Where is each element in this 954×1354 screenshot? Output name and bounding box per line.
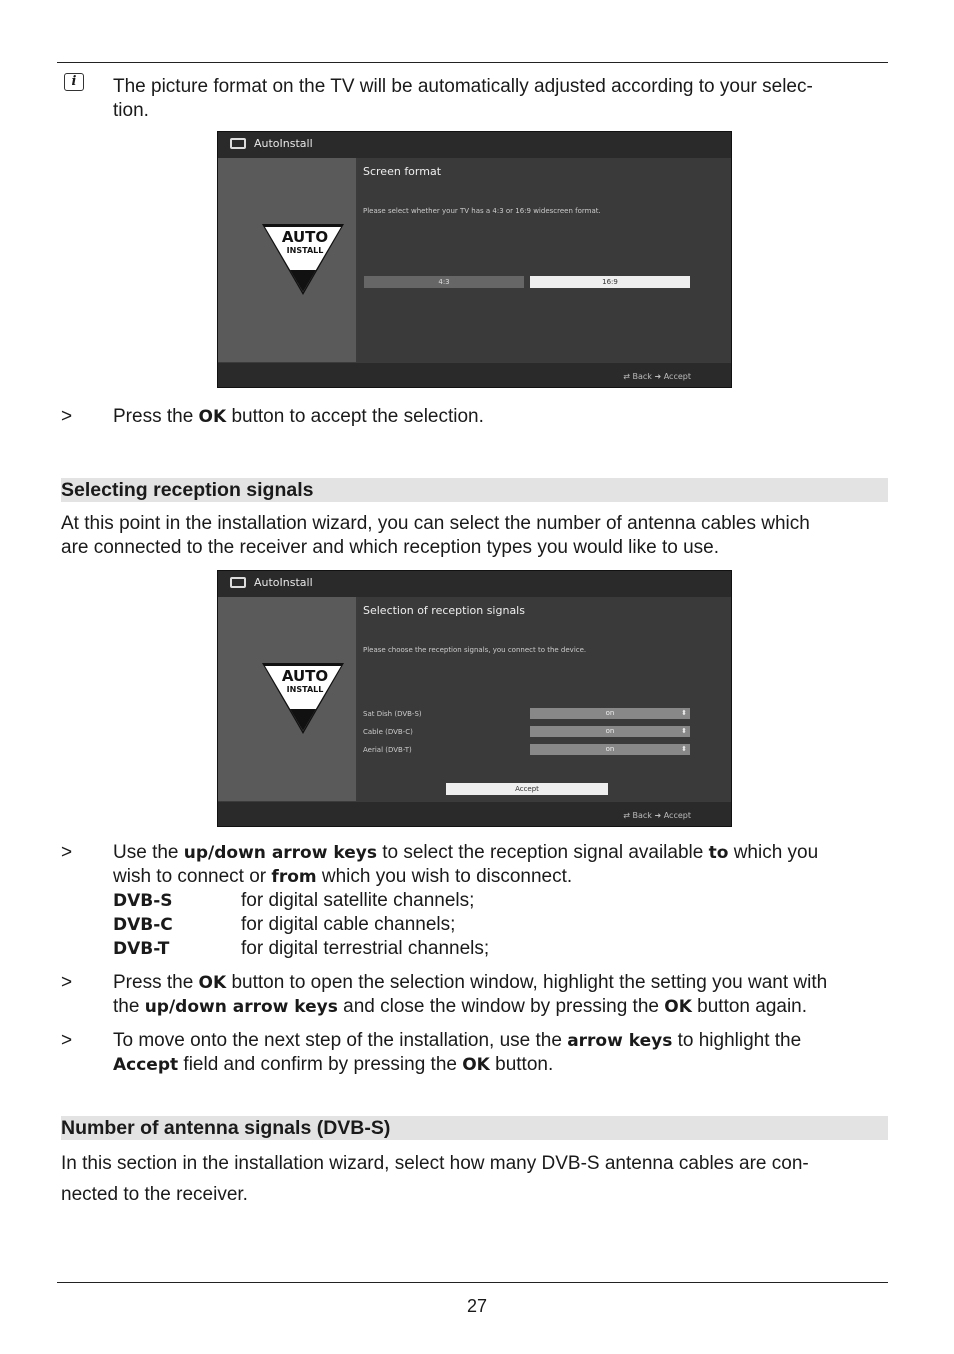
section1-intro [61, 512, 888, 560]
logo-auto-text: AUTO [281, 667, 329, 685]
step2-l2b: from [271, 867, 317, 887]
step4-l1c: to highlight the [672, 1030, 802, 1051]
step3-l1c: button to open the selection window, highlight the setting you want with [226, 972, 828, 993]
step4-l1a: To move onto the next step of the installation, use the [113, 1030, 568, 1051]
section1-heading-text: Selecting reception signals [61, 479, 314, 501]
step2-line-1 [113, 841, 888, 865]
screen-bottom-hint: ⇄ Back ➜ Accept [623, 811, 691, 820]
row-value-dvb-s: on [605, 709, 615, 717]
logo-install-text: INSTALL [286, 246, 324, 255]
step3-l2c: and close the window by pressing the [337, 996, 665, 1017]
screen-main-panel [358, 597, 731, 801]
step2-l2c: which you wish to disconnect. [316, 866, 573, 887]
step4-l1b: arrow keys [567, 1031, 673, 1051]
section2-line-1: In this section in the installation wizard, select how many DVB-S antenna cables are con- [61, 1153, 809, 1174]
def-desc-dvb-t: for digital terrestrial channels; [241, 938, 490, 959]
section1-intro-line-2: are connected to the receiver and which reception types you would like to use. [61, 537, 719, 558]
screen-description: Please choose the reception signals, you connect to the device. [363, 646, 587, 654]
row-label-dvb-c: Cable (DVB-C) [363, 728, 413, 736]
logo-auto-text: AUTO [281, 228, 329, 246]
screen-app-title: AutoInstall [254, 576, 313, 589]
step2-l1d: to [708, 843, 729, 863]
step2-l1b: up/down arrow keys [183, 843, 377, 863]
screen-main-panel [358, 158, 731, 362]
step4-text [113, 1029, 888, 1077]
step1-ok: OK [198, 407, 227, 427]
step2-text [113, 841, 888, 889]
step3-line-2 [113, 995, 888, 1019]
step4-line-1 [113, 1029, 888, 1053]
step3-l1a: Press the [113, 972, 199, 993]
reception-signals-screenshot [217, 570, 732, 827]
step3-marker: > [61, 972, 73, 993]
updown-icon: ⬍ [681, 709, 687, 717]
section2-line-2: nected to the receiver. [61, 1184, 248, 1205]
auto-install-logo-arrow [290, 270, 316, 292]
updown-icon: ⬍ [681, 727, 687, 735]
page-number: 27 [466, 1296, 488, 1316]
section2-heading-text: Number of antenna signals (DVB-S) [61, 1117, 391, 1139]
screen-title: Selection of reception signals [363, 604, 525, 617]
def-desc-dvb-s: for digital satellite channels; [241, 890, 475, 911]
step3-l2e: button again. [691, 996, 808, 1017]
updown-icon: ⬍ [681, 745, 687, 753]
auto-install-logo-arrow [290, 709, 316, 731]
step4-l2a: Accept [113, 1055, 179, 1075]
step2-l2a: wish to connect or [113, 866, 272, 887]
section-heading-antenna [61, 1116, 888, 1140]
def-term-dvb-c: DVB-C [113, 915, 173, 935]
def-desc-dvb-c: for digital cable channels; [241, 914, 456, 935]
screen-format-screenshot [217, 131, 732, 388]
step3-l1b: OK [198, 973, 227, 993]
def-term-dvb-t: DVB-T [113, 939, 170, 959]
accept-button[interactable]: Accept [446, 783, 608, 795]
step2-l1a: Use the [113, 842, 184, 863]
step3-line-1 [113, 971, 888, 995]
step1-text [113, 405, 484, 429]
screen-bottom-hint: ⇄ Back ➜ Accept [623, 372, 691, 381]
step1-marker: > [61, 406, 73, 427]
note-text [113, 75, 883, 123]
row-select-dvb-t[interactable] [530, 744, 690, 755]
note-line-1: The picture format on the TV will be automatically adjusted according to your selec- [113, 76, 813, 97]
screen-description: Please select whether your TV has a 4:3 or 16:9 widescreen format. [363, 207, 601, 215]
step3-l2d: OK [664, 997, 692, 1017]
step4-l2c: OK [462, 1055, 490, 1075]
top-rule [57, 62, 888, 63]
step4-l2d: button. [489, 1054, 554, 1075]
section-heading-reception [61, 478, 888, 502]
step3-text [113, 971, 888, 1019]
step4-line-2 [113, 1053, 888, 1077]
section2-text [61, 1148, 888, 1210]
note-line-2: tion. [113, 100, 149, 121]
step2-l1c: to select the reception signal available [376, 842, 709, 863]
option-4-3-button[interactable]: 4:3 [364, 276, 524, 288]
tv-icon [230, 138, 246, 149]
step1-pre: Press the [113, 406, 199, 427]
row-label-dvb-s: Sat Dish (DVB-S) [363, 710, 422, 718]
step1-post: button to accept the selection. [226, 406, 484, 427]
info-icon: i [64, 73, 84, 91]
bottom-rule [57, 1282, 888, 1283]
row-value-dvb-c: on [605, 727, 615, 735]
row-value-dvb-t: on [605, 745, 615, 753]
def-term-dvb-s: DVB-S [113, 891, 173, 911]
tv-icon [230, 577, 246, 588]
step2-l1e: which you [728, 842, 819, 863]
row-label-dvb-t: Aerial (DVB-T) [363, 746, 412, 754]
screen-app-title: AutoInstall [254, 137, 313, 150]
step2-line-2 [113, 865, 888, 889]
logo-install-text: INSTALL [286, 685, 324, 694]
option-16-9-button[interactable]: 16:9 [530, 276, 690, 288]
section1-intro-line-1: At this point in the installation wizard, you can select the number of antenna cables which [61, 513, 810, 534]
step4-l2b: field and confirm by pressing the [178, 1054, 463, 1075]
step4-marker: > [61, 1030, 73, 1051]
screen-title: Screen format [363, 165, 442, 178]
row-select-dvb-s[interactable] [530, 708, 690, 719]
step3-l2a: the [113, 996, 145, 1017]
row-select-dvb-c[interactable] [530, 726, 690, 737]
step2-marker: > [61, 842, 73, 863]
step3-l2b: up/down arrow keys [144, 997, 338, 1017]
